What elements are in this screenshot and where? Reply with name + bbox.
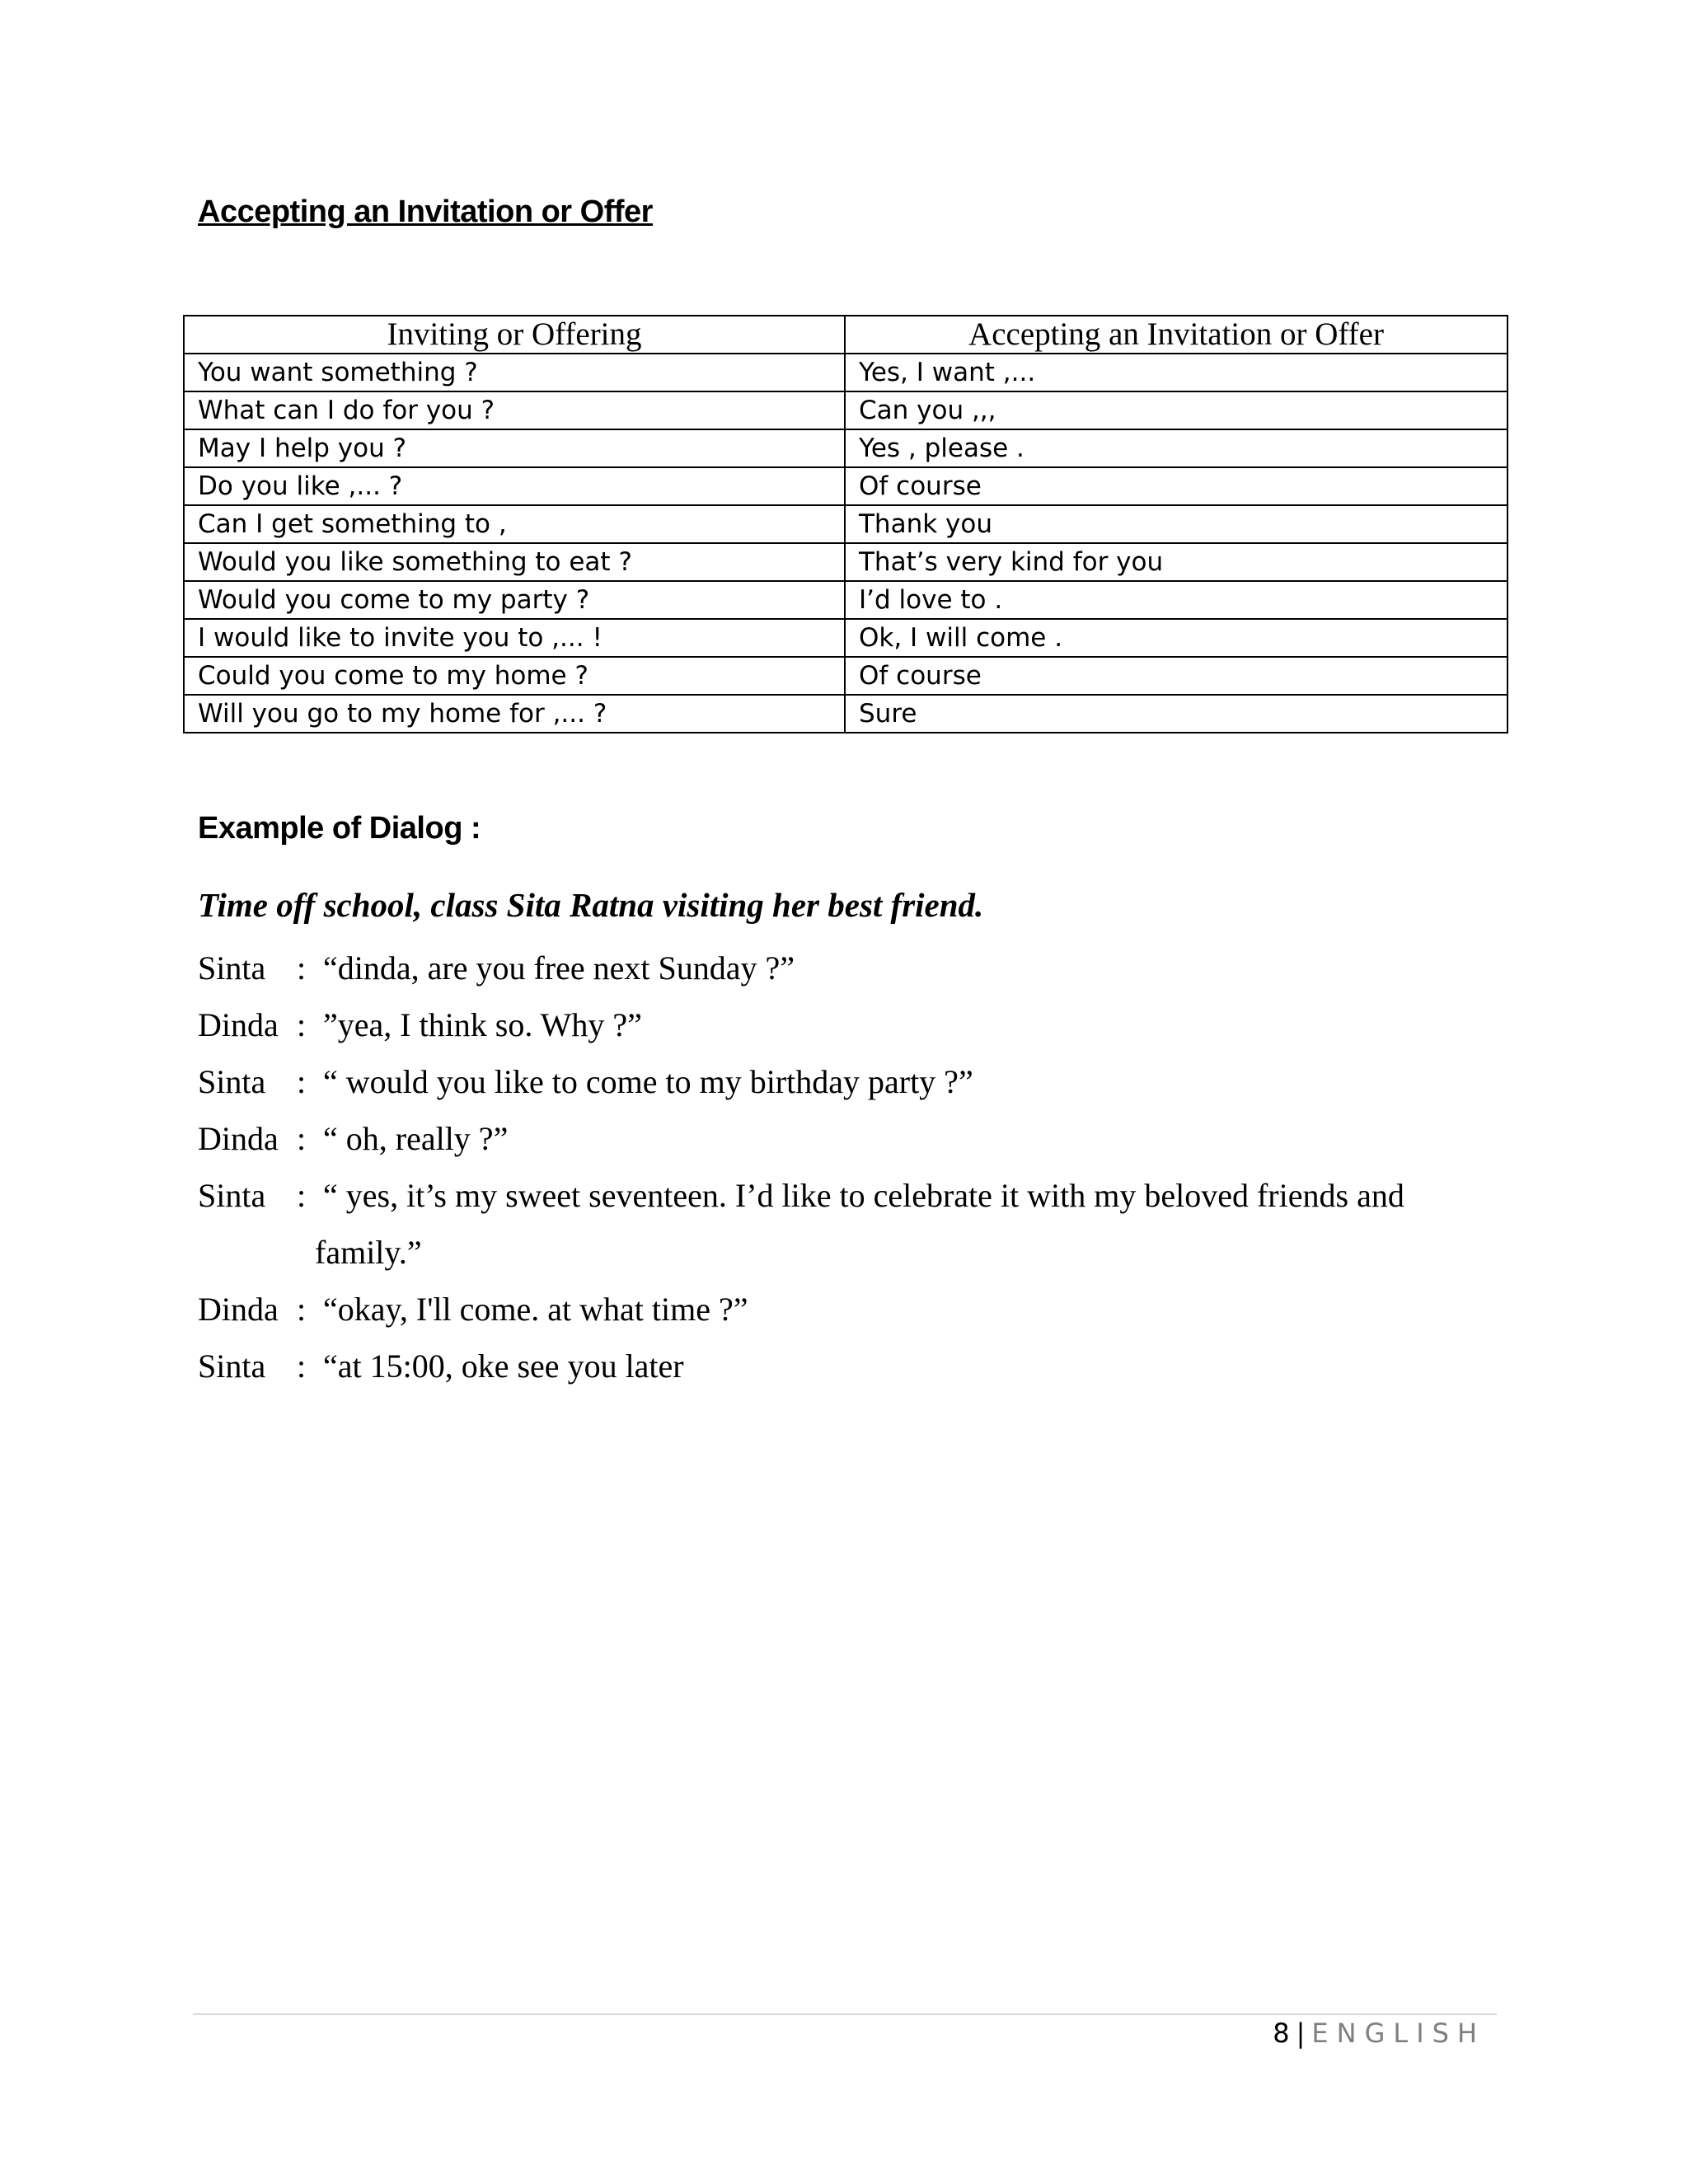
section-title: Accepting an Invitation or Offer [198, 194, 653, 229]
footer-separator: | [1296, 2018, 1306, 2049]
cell-accepting: Ok, I will come . [845, 619, 1507, 657]
page-footer [1273, 2018, 1485, 2049]
cell-accepting: Of course [845, 467, 1507, 505]
dialog-text: “okay, I'll come. at what time ?” [323, 1291, 748, 1328]
dialog-text: “dinda, are you free next Sunday ?” [323, 949, 795, 987]
dialog [198, 940, 1484, 1394]
cell-inviting: I would like to invite you to ,... ! [184, 619, 845, 657]
cell-inviting: Would you come to my party ? [184, 581, 845, 619]
page-number: 8 [1273, 2018, 1290, 2049]
table-row [184, 581, 1507, 619]
dialog-colon: : [297, 1291, 307, 1328]
cell-accepting: I’d love to . [845, 581, 1507, 619]
dialog-line [198, 1110, 1484, 1167]
dialog-line-continuation [198, 1224, 1484, 1281]
table-row [184, 354, 1507, 391]
dialog-line [198, 940, 1484, 996]
table-row [184, 543, 1507, 581]
table-row [184, 505, 1507, 543]
cell-inviting: What can I do for you ? [184, 391, 845, 429]
dialog-speaker: Sinta [198, 1347, 266, 1385]
cell-inviting: May I help you ? [184, 429, 845, 467]
cell-accepting: Thank you [845, 505, 1507, 543]
dialog-line [198, 1338, 1484, 1394]
dialog-text: “ would you like to come to my birthday party ?” [323, 1063, 973, 1100]
table-row [184, 391, 1507, 429]
dialog-heading: Example of Dialog : [198, 811, 481, 846]
cell-accepting: Of course [845, 657, 1507, 695]
dialog-colon: : [297, 949, 307, 987]
dialog-text: “at 15:00, oke see you later [323, 1347, 684, 1385]
cell-accepting: Can you ,,, [845, 391, 1507, 429]
table-header-row [184, 316, 1507, 354]
dialog-speaker: Dinda [198, 1291, 279, 1328]
dialog-line [198, 1281, 1484, 1338]
dialog-colon: : [297, 1006, 307, 1043]
dialog-scene: Time off school, class Sita Ratna visiting her best friend. [198, 886, 984, 924]
dialog-line [198, 996, 1484, 1053]
table-row [184, 429, 1507, 467]
dialog-speaker: Dinda [198, 1120, 279, 1157]
dialog-text: “ oh, really ?” [323, 1120, 509, 1157]
header-accepting: Accepting an Invitation or Offer [845, 316, 1507, 354]
cell-accepting: Yes, I want ,... [845, 354, 1507, 391]
dialog-line [198, 1053, 1484, 1110]
dialog-text: ”yea, I think so. Why ?” [323, 1006, 642, 1043]
dialog-colon: : [297, 1063, 307, 1100]
dialog-speaker: Sinta [198, 949, 266, 987]
dialog-text: “ yes, it’s my sweet seventeen. I’d like to celebrate it with my beloved friends and [323, 1177, 1404, 1214]
table-row [184, 467, 1507, 505]
table-row [184, 657, 1507, 695]
cell-inviting: Would you like something to eat ? [184, 543, 845, 581]
header-inviting: Inviting or Offering [184, 316, 845, 354]
cell-inviting: Can I get something to , [184, 505, 845, 543]
cell-inviting: You want something ? [184, 354, 845, 391]
dialog-speaker: Dinda [198, 1006, 279, 1043]
dialog-speaker: Sinta [198, 1177, 266, 1214]
dialog-text: family.” [315, 1234, 422, 1271]
footer-divider [193, 2013, 1497, 2015]
cell-accepting: Yes , please . [845, 429, 1507, 467]
cell-inviting: Could you come to my home ? [184, 657, 845, 695]
cell-accepting: That’s very kind for you [845, 543, 1507, 581]
cell-inviting: Do you like ,... ? [184, 467, 845, 505]
dialog-colon: : [297, 1347, 307, 1385]
dialog-line [198, 1167, 1484, 1224]
phrase-table [183, 315, 1508, 733]
dialog-speaker: Sinta [198, 1063, 266, 1100]
dialog-colon: : [297, 1177, 307, 1214]
cell-inviting: Will you go to my home for ,... ? [184, 695, 845, 733]
table-row [184, 695, 1507, 733]
table-row [184, 619, 1507, 657]
dialog-colon: : [297, 1120, 307, 1157]
footer-section-name: ENGLISH [1311, 2018, 1485, 2049]
cell-accepting: Sure [845, 695, 1507, 733]
